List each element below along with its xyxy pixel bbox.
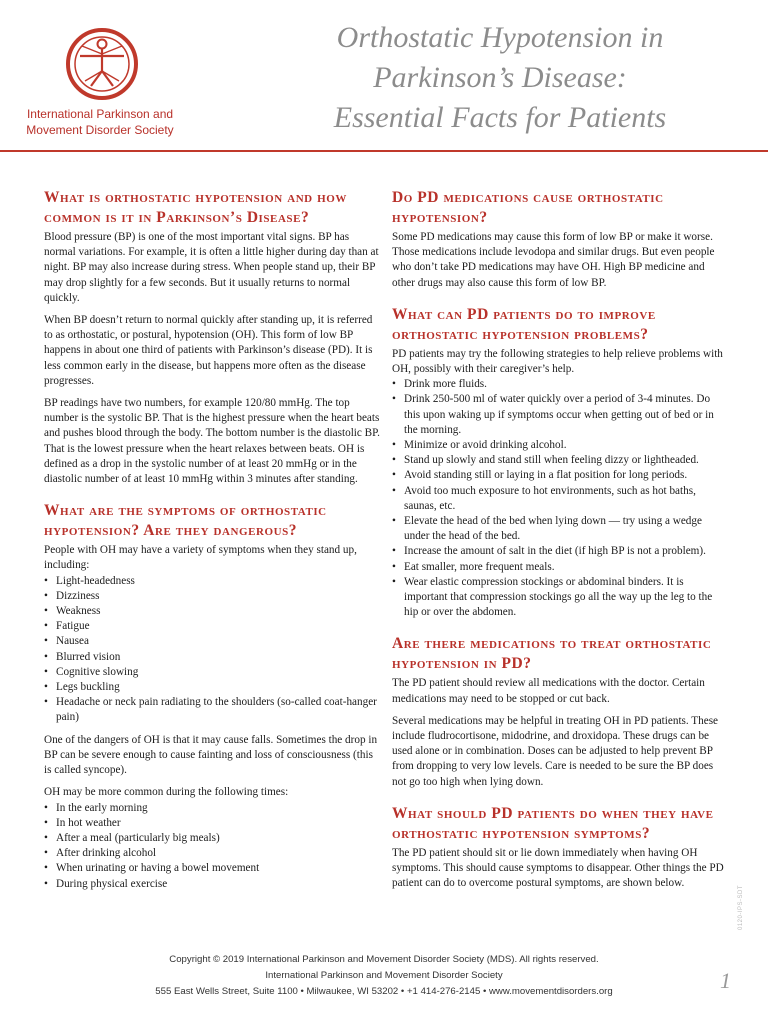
list-item: • Elevate the head of the bed when lying down — try using a wedge under the head of the bed. — [392, 514, 728, 544]
footer-org-name: International Parkinson and Movement Disorder Society — [265, 970, 503, 981]
list-item: • Increase the amount of salt in the diet (if high BP is not a problem). — [392, 544, 728, 559]
left-column — [44, 188, 380, 906]
symptoms-list — [44, 574, 380, 726]
list-item: • Drink 250-500 ml of water quickly over a period of 3-4 minutes. Do this upon waking up if symptoms occur when getting out of bed or in the morning. — [392, 392, 728, 438]
document-title — [250, 18, 750, 138]
list-item: • Dizziness — [44, 589, 380, 604]
document-code: 0120-IPS-SDT — [738, 884, 744, 930]
paragraph: One of the dangers of OH is that it may cause falls. Sometimes the drop in BP can be severe enough to cause fainting and loss of consciousness (this is called syncope). — [44, 733, 378, 777]
title-line-3: Essential Facts for Patients — [333, 101, 667, 134]
mds-logo-icon — [64, 26, 140, 102]
paragraph: BP readings have two numbers, for example 120/80 mmHg. The top number is the systolic BP. That is the highest pressure when the heart beats and pushes blood through the body. The bottom number is the diastolic BP. That is the lowest pressure when the heart relaxes between beats. OH is defined as a drop in the systolic number of at least 20 mmHg or in the diastolic number of at least 10 mmHg within 3 minutes after standing. — [44, 397, 380, 486]
list-item: • Legs buckling — [44, 680, 380, 695]
list-item: • Weakness — [44, 604, 380, 619]
section-heading: Are there medications to treat orthostatic hypotension in PD? — [392, 635, 712, 673]
list-item: • Drink more fluids. — [392, 377, 728, 392]
list-item: • Avoid too much exposure to hot environments, such as hot baths, saunas, etc. — [392, 484, 728, 514]
list-item: • After drinking alcohol — [44, 846, 380, 861]
list-item: • In hot weather — [44, 816, 380, 831]
org-name-line-1: International Parkinson and — [26, 107, 174, 121]
paragraph: Some PD medications may cause this form of low BP or make it worse. Those medications include levodopa and similar drugs. But even people who don’t take PD medications may have OH. High BP medicine and other drugs may also cause this form of low BP. — [392, 231, 715, 289]
list-item: • Nausea — [44, 634, 380, 649]
org-name-line-2: Movement Disorder Society — [26, 123, 174, 137]
list-item: • Eat smaller, more frequent meals. — [392, 560, 728, 575]
list-item: • After a meal (particularly big meals) — [44, 831, 380, 846]
section-pd-medications — [392, 188, 728, 291]
paragraph: The PD patient should review all medications with the doctor. Certain medications may need to be stopped or cut back. — [392, 677, 705, 705]
title-line-1: Orthostatic Hypotension in — [336, 21, 664, 54]
list-item: • During physical exercise — [44, 877, 380, 892]
list-item: • In the early morning — [44, 801, 380, 816]
section-medications-treat — [392, 634, 728, 789]
paragraph: Several medications may be helpful in treating OH in PD patients. These include fludrocortisone, midodrine, and droxidopa. These drugs can be used alone or in combination. Doses can be adjusted to help prevent BP from dropping to very low levels. Care is needed to be sure the BP does not go too high when lying down. — [392, 714, 719, 788]
section-heading: What should PD patients do when they have orthostatic hypotension symptoms? — [392, 804, 714, 842]
list-item: • Minimize or avoid drinking alcohol. — [392, 438, 728, 453]
list-item: • Cognitive slowing — [44, 665, 380, 680]
organization-name — [20, 106, 180, 138]
list-item: • Avoid standing still or laying in a flat position for long periods. — [392, 468, 728, 483]
list-item: • Headache or neck pain radiating to the shoulders (so-called coat-hanger pain) — [44, 695, 380, 725]
list-item: • Stand up slowly and stand still when feeling dizzy or lightheaded. — [392, 453, 728, 468]
list-item: • Light-headedness — [44, 574, 380, 589]
paragraph: When BP doesn’t return to normal quickly after standing up, it is referred to as orthostatic, or postural, hypotension (OH). This form of low BP happens in about one third of patients with Parkinson’s disease (PD). It is less common early in the disease, but happens more often as the disease progresses. — [44, 314, 373, 387]
copyright-text: Copyright © 2019 International Parkinson and Movement Disorder Society (MDS). All rights reserved. — [169, 954, 599, 965]
paragraph: OH may be more common during the following times: — [44, 786, 289, 799]
list-item: • Fatigue — [44, 619, 380, 634]
right-column — [392, 188, 728, 906]
title-line-2: Parkinson’s Disease: — [373, 61, 627, 94]
footer-address: 555 East Wells Street, Suite 1100 • Milwaukee, WI 53202 • +1 414-276-2145 • www.movementdisorders.org — [155, 986, 613, 997]
page-footer — [84, 952, 684, 1000]
header-divider — [0, 150, 768, 152]
section-what-is-oh — [44, 188, 380, 487]
section-symptoms — [44, 501, 380, 891]
page-header — [0, 0, 768, 152]
paragraph: Blood pressure (BP) is one of the most important vital signs. BP has normal variations. For example, it is often a little higher during day than at night. BP may also increase during stress. When people stand up, their BP may drop slightly for a few seconds. But it usually returns to normal quickly. — [44, 231, 379, 304]
strategies-list — [392, 377, 728, 620]
list-item: • Blurred vision — [44, 650, 380, 665]
section-heading: Do PD medications cause orthostatic hypotension? — [392, 189, 664, 226]
section-when-symptoms — [392, 804, 728, 892]
list-item: • When urinating or having a bowel movement — [44, 861, 380, 876]
page-number: 1 — [720, 968, 731, 993]
paragraph: PD patients may try the following strategies to help relieve problems with OH, possibly with their caregiver’s help. — [392, 347, 723, 376]
paragraph: People with OH may have a variety of symptoms when they stand up, including: — [44, 544, 357, 572]
section-heading: What is orthostatic hypotension and how common is it in Parkinson’s Disease? — [44, 189, 347, 226]
times-list — [44, 801, 380, 892]
section-heading: What are the symptoms of orthostatic hypotension? Are they dangerous? — [44, 502, 327, 540]
section-improve-oh — [392, 305, 728, 621]
list-item: • Wear elastic compression stockings or abdominal binders. It is important that compression stockings go all the way up the leg to the hip or over the abdomen. — [392, 575, 728, 621]
section-heading: What can PD patients do to improve orthostatic hypotension problems? — [392, 305, 656, 343]
paragraph: The PD patient should sit or lie down immediately when having OH symptoms. This should cause symptoms to disappear. Other things the PD patient can do to overcome postural symptoms, are shown below. — [392, 846, 724, 890]
